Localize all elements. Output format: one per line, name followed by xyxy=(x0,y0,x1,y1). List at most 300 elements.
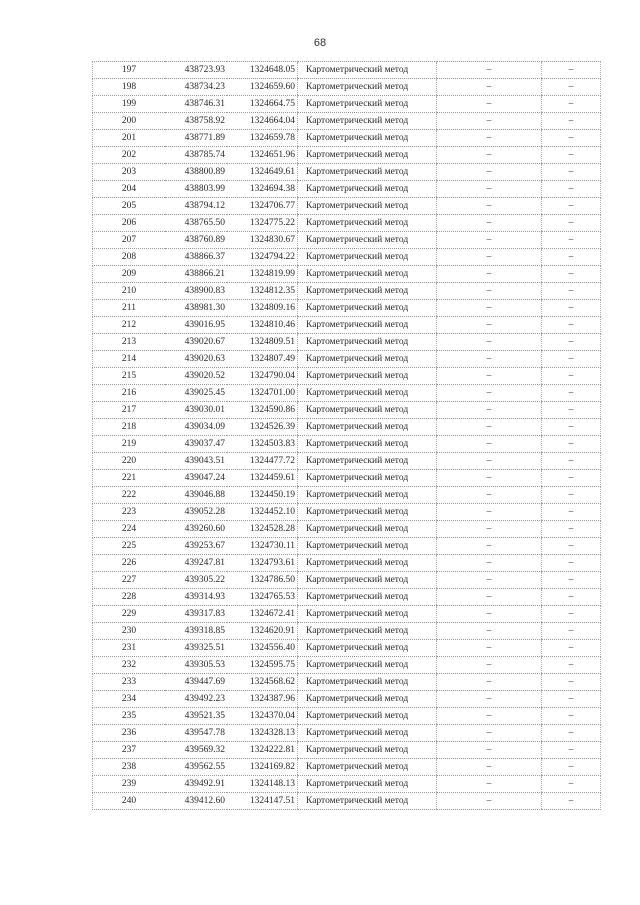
dash-cell-2: – xyxy=(542,776,601,793)
x-coordinate-cell: 438758.92 xyxy=(165,113,227,130)
table-row xyxy=(93,589,601,606)
dash-cell-2: – xyxy=(542,793,601,810)
y-coordinate-cell: 1324706.77 xyxy=(227,198,298,215)
method-cell: Картометрический метод xyxy=(298,232,437,249)
x-coordinate-cell: 439318.85 xyxy=(165,623,227,640)
dash-cell-1: – xyxy=(437,215,542,232)
table-row xyxy=(93,232,601,249)
dash-cell-2: – xyxy=(542,606,601,623)
dash-cell-1: – xyxy=(437,130,542,147)
dash-cell-2: – xyxy=(542,147,601,164)
y-coordinate-cell: 1324809.16 xyxy=(227,300,298,317)
table-row xyxy=(93,487,601,504)
y-coordinate-cell: 1324786.50 xyxy=(227,572,298,589)
y-coordinate-cell: 1324387.96 xyxy=(227,691,298,708)
page-number: 68 xyxy=(313,37,327,49)
dash-cell-2: – xyxy=(542,334,601,351)
point-number-cell: 218 xyxy=(93,419,166,436)
dash-cell-1: – xyxy=(437,487,542,504)
dash-cell-2: – xyxy=(542,470,601,487)
x-coordinate-cell: 439314.93 xyxy=(165,589,227,606)
y-coordinate-cell: 1324595.75 xyxy=(227,657,298,674)
point-number-cell: 215 xyxy=(93,368,166,385)
point-number-cell: 238 xyxy=(93,759,166,776)
y-coordinate-cell: 1324528.28 xyxy=(227,521,298,538)
method-cell: Картометрический метод xyxy=(298,453,437,470)
table-row xyxy=(93,164,601,181)
table-row xyxy=(93,572,601,589)
y-coordinate-cell: 1324730.11 xyxy=(227,538,298,555)
dash-cell-1: – xyxy=(437,300,542,317)
method-cell: Картометрический метод xyxy=(298,572,437,589)
method-cell: Картометрический метод xyxy=(298,589,437,606)
dash-cell-1: – xyxy=(437,385,542,402)
method-cell: Картометрический метод xyxy=(298,640,437,657)
dash-cell-2: – xyxy=(542,742,601,759)
point-number-cell: 210 xyxy=(93,283,166,300)
dash-cell-1: – xyxy=(437,657,542,674)
point-number-cell: 237 xyxy=(93,742,166,759)
method-cell: Картометрический метод xyxy=(298,62,437,79)
y-coordinate-cell: 1324328.13 xyxy=(227,725,298,742)
method-cell: Картометрический метод xyxy=(298,708,437,725)
dash-cell-1: – xyxy=(437,351,542,368)
y-coordinate-cell: 1324452.10 xyxy=(227,504,298,521)
table-row xyxy=(93,538,601,555)
table-row xyxy=(93,96,601,113)
method-cell: Картометрический метод xyxy=(298,555,437,572)
method-cell: Картометрический метод xyxy=(298,317,437,334)
dash-cell-2: – xyxy=(542,674,601,691)
dash-cell-1: – xyxy=(437,521,542,538)
y-coordinate-cell: 1324651.96 xyxy=(227,147,298,164)
dash-cell-2: – xyxy=(542,640,601,657)
x-coordinate-cell: 439020.52 xyxy=(165,368,227,385)
table-row xyxy=(93,402,601,419)
dash-cell-1: – xyxy=(437,317,542,334)
x-coordinate-cell: 438746.31 xyxy=(165,96,227,113)
method-cell: Картометрический метод xyxy=(298,725,437,742)
table-row xyxy=(93,708,601,725)
x-coordinate-cell: 438785.74 xyxy=(165,147,227,164)
x-coordinate-cell: 439492.91 xyxy=(165,776,227,793)
y-coordinate-cell: 1324450.19 xyxy=(227,487,298,504)
y-coordinate-cell: 1324790.04 xyxy=(227,368,298,385)
table-row xyxy=(93,147,601,164)
y-coordinate-cell: 1324812.35 xyxy=(227,283,298,300)
dash-cell-2: – xyxy=(542,657,601,674)
x-coordinate-cell: 439030.01 xyxy=(165,402,227,419)
x-coordinate-cell: 438866.21 xyxy=(165,266,227,283)
point-number-cell: 204 xyxy=(93,181,166,198)
dash-cell-1: – xyxy=(437,674,542,691)
point-number-cell: 224 xyxy=(93,521,166,538)
x-coordinate-cell: 439043.51 xyxy=(165,453,227,470)
y-coordinate-cell: 1324664.04 xyxy=(227,113,298,130)
method-cell: Картометрический метод xyxy=(298,674,437,691)
point-number-cell: 202 xyxy=(93,147,166,164)
x-coordinate-cell: 438760.89 xyxy=(165,232,227,249)
table-row xyxy=(93,79,601,96)
dash-cell-1: – xyxy=(437,164,542,181)
point-number-cell: 213 xyxy=(93,334,166,351)
y-coordinate-cell: 1324775.22 xyxy=(227,215,298,232)
x-coordinate-cell: 438794.12 xyxy=(165,198,227,215)
x-coordinate-cell: 438981.30 xyxy=(165,300,227,317)
y-coordinate-cell: 1324147.51 xyxy=(227,793,298,810)
dash-cell-2: – xyxy=(542,708,601,725)
point-number-cell: 236 xyxy=(93,725,166,742)
point-number-cell: 211 xyxy=(93,300,166,317)
table-row xyxy=(93,130,601,147)
dash-cell-1: – xyxy=(437,283,542,300)
dash-cell-1: – xyxy=(437,436,542,453)
dash-cell-1: – xyxy=(437,198,542,215)
x-coordinate-cell: 439492.23 xyxy=(165,691,227,708)
dash-cell-2: – xyxy=(542,130,601,147)
x-coordinate-cell: 439020.67 xyxy=(165,334,227,351)
method-cell: Картометрический метод xyxy=(298,691,437,708)
method-cell: Картометрический метод xyxy=(298,215,437,232)
y-coordinate-cell: 1324222.81 xyxy=(227,742,298,759)
dash-cell-2: – xyxy=(542,538,601,555)
method-cell: Картометрический метод xyxy=(298,283,437,300)
x-coordinate-cell: 439247.81 xyxy=(165,555,227,572)
table-row xyxy=(93,657,601,674)
dash-cell-2: – xyxy=(542,725,601,742)
y-coordinate-cell: 1324819.99 xyxy=(227,266,298,283)
point-number-cell: 239 xyxy=(93,776,166,793)
x-coordinate-cell: 439317.83 xyxy=(165,606,227,623)
dash-cell-1: – xyxy=(437,640,542,657)
table-row xyxy=(93,759,601,776)
dash-cell-2: – xyxy=(542,759,601,776)
method-cell: Картометрический метод xyxy=(298,521,437,538)
method-cell: Картометрический метод xyxy=(298,181,437,198)
table-row xyxy=(93,249,601,266)
point-number-cell: 203 xyxy=(93,164,166,181)
dash-cell-1: – xyxy=(437,113,542,130)
table-row xyxy=(93,181,601,198)
y-coordinate-cell: 1324477.72 xyxy=(227,453,298,470)
y-coordinate-cell: 1324664.75 xyxy=(227,96,298,113)
dash-cell-1: – xyxy=(437,62,542,79)
method-cell: Картометрический метод xyxy=(298,793,437,810)
method-cell: Картометрический метод xyxy=(298,470,437,487)
point-number-cell: 209 xyxy=(93,266,166,283)
method-cell: Картометрический метод xyxy=(298,351,437,368)
dash-cell-2: – xyxy=(542,453,601,470)
dash-cell-2: – xyxy=(542,79,601,96)
y-coordinate-cell: 1324659.78 xyxy=(227,130,298,147)
table-row xyxy=(93,640,601,657)
x-coordinate-cell: 439447.69 xyxy=(165,674,227,691)
dash-cell-1: – xyxy=(437,589,542,606)
method-cell: Картометрический метод xyxy=(298,402,437,419)
point-number-cell: 240 xyxy=(93,793,166,810)
table-row xyxy=(93,623,601,640)
x-coordinate-cell: 439052.28 xyxy=(165,504,227,521)
x-coordinate-cell: 438734.23 xyxy=(165,79,227,96)
point-number-cell: 208 xyxy=(93,249,166,266)
point-number-cell: 223 xyxy=(93,504,166,521)
y-coordinate-cell: 1324794.22 xyxy=(227,249,298,266)
method-cell: Картометрический метод xyxy=(298,113,437,130)
x-coordinate-cell: 439260.60 xyxy=(165,521,227,538)
point-number-cell: 199 xyxy=(93,96,166,113)
y-coordinate-cell: 1324370.04 xyxy=(227,708,298,725)
dash-cell-2: – xyxy=(542,487,601,504)
dash-cell-1: – xyxy=(437,96,542,113)
dash-cell-2: – xyxy=(542,283,601,300)
dash-cell-2: – xyxy=(542,589,601,606)
y-coordinate-cell: 1324701.00 xyxy=(227,385,298,402)
y-coordinate-cell: 1324526.39 xyxy=(227,419,298,436)
y-coordinate-cell: 1324830.67 xyxy=(227,232,298,249)
x-coordinate-cell: 439047.24 xyxy=(165,470,227,487)
point-number-cell: 221 xyxy=(93,470,166,487)
y-coordinate-cell: 1324556.40 xyxy=(227,640,298,657)
x-coordinate-cell: 439305.22 xyxy=(165,572,227,589)
x-coordinate-cell: 438803.99 xyxy=(165,181,227,198)
dash-cell-2: – xyxy=(542,623,601,640)
dash-cell-2: – xyxy=(542,232,601,249)
x-coordinate-cell: 438900.83 xyxy=(165,283,227,300)
x-coordinate-cell: 438771.89 xyxy=(165,130,227,147)
dash-cell-2: – xyxy=(542,266,601,283)
x-coordinate-cell: 438723.93 xyxy=(165,62,227,79)
y-coordinate-cell: 1324694.38 xyxy=(227,181,298,198)
point-number-cell: 228 xyxy=(93,589,166,606)
method-cell: Картометрический метод xyxy=(298,487,437,504)
table-row xyxy=(93,368,601,385)
method-cell: Картометрический метод xyxy=(298,538,437,555)
method-cell: Картометрический метод xyxy=(298,742,437,759)
method-cell: Картометрический метод xyxy=(298,623,437,640)
dash-cell-2: – xyxy=(542,62,601,79)
dash-cell-1: – xyxy=(437,606,542,623)
method-cell: Картометрический метод xyxy=(298,198,437,215)
table-row xyxy=(93,62,601,79)
method-cell: Картометрический метод xyxy=(298,334,437,351)
y-coordinate-cell: 1324503.83 xyxy=(227,436,298,453)
method-cell: Картометрический метод xyxy=(298,300,437,317)
method-cell: Картометрический метод xyxy=(298,96,437,113)
dash-cell-1: – xyxy=(437,742,542,759)
point-number-cell: 230 xyxy=(93,623,166,640)
method-cell: Картометрический метод xyxy=(298,368,437,385)
x-coordinate-cell: 439020.63 xyxy=(165,351,227,368)
point-number-cell: 229 xyxy=(93,606,166,623)
method-cell: Картометрический метод xyxy=(298,606,437,623)
dash-cell-2: – xyxy=(542,317,601,334)
y-coordinate-cell: 1324148.13 xyxy=(227,776,298,793)
x-coordinate-cell: 439305.53 xyxy=(165,657,227,674)
dash-cell-1: – xyxy=(437,453,542,470)
dash-cell-1: – xyxy=(437,334,542,351)
x-coordinate-cell: 439562.55 xyxy=(165,759,227,776)
point-number-cell: 212 xyxy=(93,317,166,334)
point-number-cell: 216 xyxy=(93,385,166,402)
x-coordinate-cell: 439016.95 xyxy=(165,317,227,334)
method-cell: Картометрический метод xyxy=(298,79,437,96)
dash-cell-1: – xyxy=(437,759,542,776)
x-coordinate-cell: 439412.60 xyxy=(165,793,227,810)
y-coordinate-cell: 1324807.49 xyxy=(227,351,298,368)
method-cell: Картометрический метод xyxy=(298,504,437,521)
dash-cell-2: – xyxy=(542,521,601,538)
point-number-cell: 206 xyxy=(93,215,166,232)
y-coordinate-cell: 1324568.62 xyxy=(227,674,298,691)
point-number-cell: 200 xyxy=(93,113,166,130)
x-coordinate-cell: 439253.67 xyxy=(165,538,227,555)
y-coordinate-cell: 1324590.86 xyxy=(227,402,298,419)
dash-cell-2: – xyxy=(542,351,601,368)
y-coordinate-cell: 1324649.61 xyxy=(227,164,298,181)
dash-cell-1: – xyxy=(437,708,542,725)
dash-cell-1: – xyxy=(437,776,542,793)
dash-cell-2: – xyxy=(542,402,601,419)
dash-cell-2: – xyxy=(542,300,601,317)
y-coordinate-cell: 1324459.61 xyxy=(227,470,298,487)
point-number-cell: 226 xyxy=(93,555,166,572)
table-row xyxy=(93,453,601,470)
method-cell: Картометрический метод xyxy=(298,147,437,164)
x-coordinate-cell: 439037.47 xyxy=(165,436,227,453)
point-number-cell: 227 xyxy=(93,572,166,589)
dash-cell-1: – xyxy=(437,793,542,810)
y-coordinate-cell: 1324169.82 xyxy=(227,759,298,776)
x-coordinate-cell: 439547.78 xyxy=(165,725,227,742)
table-row xyxy=(93,674,601,691)
dash-cell-1: – xyxy=(437,402,542,419)
dash-cell-1: – xyxy=(437,725,542,742)
table-row xyxy=(93,385,601,402)
dash-cell-2: – xyxy=(542,691,601,708)
dash-cell-1: – xyxy=(437,232,542,249)
point-number-cell: 219 xyxy=(93,436,166,453)
table-row xyxy=(93,606,601,623)
dash-cell-1: – xyxy=(437,623,542,640)
method-cell: Картометрический метод xyxy=(298,436,437,453)
y-coordinate-cell: 1324809.51 xyxy=(227,334,298,351)
dash-cell-2: – xyxy=(542,181,601,198)
dash-cell-2: – xyxy=(542,572,601,589)
point-number-cell: 207 xyxy=(93,232,166,249)
point-number-cell: 205 xyxy=(93,198,166,215)
table-row xyxy=(93,776,601,793)
x-coordinate-cell: 439034.09 xyxy=(165,419,227,436)
table-row xyxy=(93,198,601,215)
dash-cell-2: – xyxy=(542,504,601,521)
dash-cell-1: – xyxy=(437,419,542,436)
x-coordinate-cell: 438800.89 xyxy=(165,164,227,181)
table-row xyxy=(93,436,601,453)
dash-cell-2: – xyxy=(542,198,601,215)
point-number-cell: 225 xyxy=(93,538,166,555)
x-coordinate-cell: 439569.32 xyxy=(165,742,227,759)
table-row xyxy=(93,419,601,436)
y-coordinate-cell: 1324659.60 xyxy=(227,79,298,96)
method-cell: Картометрический метод xyxy=(298,249,437,266)
table-row xyxy=(93,793,601,810)
dash-cell-2: – xyxy=(542,419,601,436)
point-number-cell: 234 xyxy=(93,691,166,708)
method-cell: Картометрический метод xyxy=(298,776,437,793)
table-row xyxy=(93,504,601,521)
point-number-cell: 217 xyxy=(93,402,166,419)
table-row xyxy=(93,555,601,572)
dash-cell-1: – xyxy=(437,147,542,164)
dash-cell-2: – xyxy=(542,96,601,113)
point-number-cell: 214 xyxy=(93,351,166,368)
method-cell: Картометрический метод xyxy=(298,164,437,181)
x-coordinate-cell: 439325.51 xyxy=(165,640,227,657)
dash-cell-1: – xyxy=(437,181,542,198)
table-row xyxy=(93,300,601,317)
dash-cell-2: – xyxy=(542,215,601,232)
table-row xyxy=(93,317,601,334)
x-coordinate-cell: 439025.45 xyxy=(165,385,227,402)
y-coordinate-cell: 1324793.61 xyxy=(227,555,298,572)
dash-cell-2: – xyxy=(542,113,601,130)
table-row xyxy=(93,215,601,232)
point-number-cell: 233 xyxy=(93,674,166,691)
dash-cell-2: – xyxy=(542,164,601,181)
point-number-cell: 232 xyxy=(93,657,166,674)
table-row xyxy=(93,521,601,538)
method-cell: Картометрический метод xyxy=(298,385,437,402)
table-row xyxy=(93,470,601,487)
dash-cell-1: – xyxy=(437,249,542,266)
table-row xyxy=(93,334,601,351)
dash-cell-2: – xyxy=(542,555,601,572)
point-number-cell: 222 xyxy=(93,487,166,504)
table-row xyxy=(93,742,601,759)
x-coordinate-cell: 438765.50 xyxy=(165,215,227,232)
method-cell: Картометрический метод xyxy=(298,266,437,283)
table-row xyxy=(93,283,601,300)
dash-cell-1: – xyxy=(437,368,542,385)
method-cell: Картометрический метод xyxy=(298,657,437,674)
point-number-cell: 235 xyxy=(93,708,166,725)
y-coordinate-cell: 1324765.53 xyxy=(227,589,298,606)
coordinates-table xyxy=(92,61,601,810)
table-row xyxy=(93,351,601,368)
dash-cell-1: – xyxy=(437,691,542,708)
dash-cell-2: – xyxy=(542,385,601,402)
point-number-cell: 201 xyxy=(93,130,166,147)
x-coordinate-cell: 439046.88 xyxy=(165,487,227,504)
table-row xyxy=(93,113,601,130)
method-cell: Картометрический метод xyxy=(298,419,437,436)
dash-cell-2: – xyxy=(542,368,601,385)
y-coordinate-cell: 1324620.91 xyxy=(227,623,298,640)
y-coordinate-cell: 1324672.41 xyxy=(227,606,298,623)
dash-cell-2: – xyxy=(542,249,601,266)
x-coordinate-cell: 438866.37 xyxy=(165,249,227,266)
point-number-cell: 231 xyxy=(93,640,166,657)
table-row xyxy=(93,266,601,283)
dash-cell-1: – xyxy=(437,572,542,589)
dash-cell-1: – xyxy=(437,266,542,283)
point-number-cell: 197 xyxy=(93,62,166,79)
point-number-cell: 198 xyxy=(93,79,166,96)
dash-cell-2: – xyxy=(542,436,601,453)
dash-cell-1: – xyxy=(437,555,542,572)
dash-cell-1: – xyxy=(437,538,542,555)
table-row xyxy=(93,725,601,742)
